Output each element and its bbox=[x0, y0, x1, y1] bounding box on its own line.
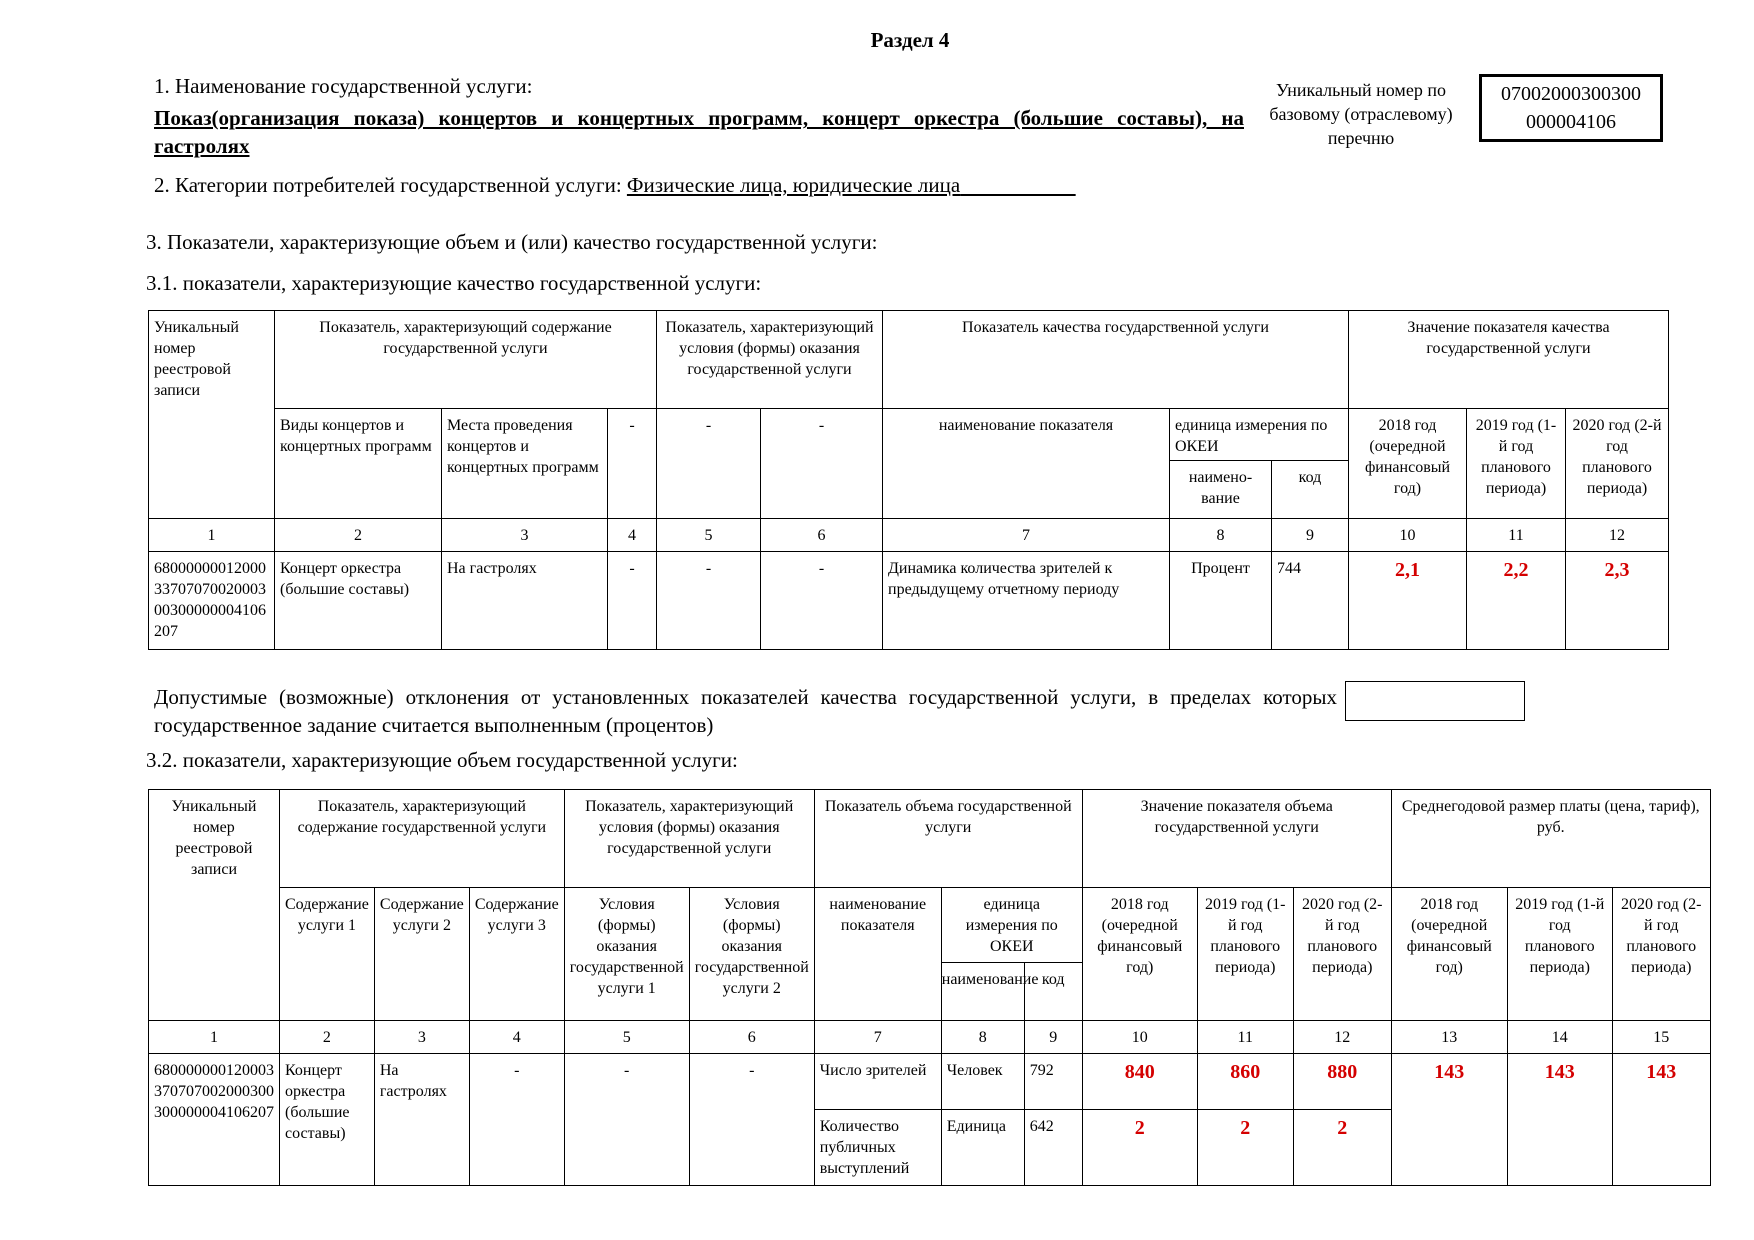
t1-cell-5: - bbox=[657, 552, 761, 650]
t1-header-content: Показатель, характеризующий содержание государственной услуги bbox=[275, 311, 657, 409]
t2-header-code: код bbox=[1041, 971, 1065, 988]
t1-header-2019: 2019 год (1-й год планового периода) bbox=[1467, 409, 1566, 519]
t1-header-unit-name: наимено-вание bbox=[1170, 461, 1272, 518]
t1-header-dash-4: - bbox=[608, 409, 657, 519]
t2-colnum: 11 bbox=[1197, 1021, 1293, 1054]
t2-fee-2020: 143 bbox=[1612, 1054, 1710, 1186]
t2-colnum: 10 bbox=[1082, 1021, 1197, 1054]
t2-value1-2018: 840 bbox=[1082, 1054, 1197, 1110]
t2-colnum: 14 bbox=[1507, 1021, 1612, 1054]
t2-header-fee: Среднегодовой размер платы (цена, тариф), руб. bbox=[1391, 790, 1710, 888]
t2-colnum: 7 bbox=[814, 1021, 941, 1054]
deviation-text: Допустимые (возможные) отклонения от установленных показателей качества государственной услуги, в пределах которых государственное задание считается выполненным (процентов) bbox=[154, 685, 1337, 737]
volume-table bbox=[148, 789, 1711, 1186]
t1-indicator: Динамика количества зрителей к предыдущему отчетному периоду bbox=[883, 552, 1170, 650]
t2-value2-2019: 2 bbox=[1197, 1110, 1293, 1186]
t2-colnum: 8 bbox=[941, 1021, 1024, 1054]
t1-header-value: Значение показателя качества государственной услуги bbox=[1349, 311, 1669, 409]
t2-header-2020: 2020 год (2-й год планового периода) bbox=[1293, 888, 1391, 1021]
t2-colnum: 2 bbox=[280, 1021, 375, 1054]
t2-header-indicator-name: наименование показателя bbox=[814, 888, 941, 1021]
quality-table bbox=[148, 310, 1669, 650]
t1-colnum: 2 bbox=[275, 519, 442, 552]
t1-header-dash-5: - bbox=[657, 409, 761, 519]
t1-concert-type: Концерт оркестра (большие составы) bbox=[275, 552, 442, 650]
t2-content1: Концерт оркестра (большие составы) bbox=[280, 1054, 375, 1186]
t1-header-code: код bbox=[1298, 469, 1322, 486]
t1-header-dash-6: - bbox=[761, 409, 883, 519]
t1-colnum: 7 bbox=[883, 519, 1170, 552]
t2-header-cond2: Условия (формы) оказания государственной услуги 2 bbox=[689, 888, 814, 1021]
t1-header-2020: 2020 год (2-й год планового периода) bbox=[1566, 409, 1669, 519]
t1-value-2020: 2,3 bbox=[1566, 552, 1669, 650]
t2-content2: На гастролях bbox=[374, 1054, 469, 1186]
t1-header-conditions: Показатель, характеризующий условия (формы) оказания государственной услуги bbox=[657, 311, 883, 409]
section31-title: 3.1. показатели, характеризующие качество государственной услуги: bbox=[146, 271, 762, 295]
t1-colnum: 3 bbox=[442, 519, 608, 552]
t1-value-2019: 2,2 bbox=[1467, 552, 1566, 650]
t1-concert-place: На гастролях bbox=[442, 552, 608, 650]
t2-colnum: 3 bbox=[374, 1021, 469, 1054]
t1-header-unit: единица измерения по ОКЕИ bbox=[1170, 409, 1348, 461]
section-title: Раздел 4 bbox=[870, 28, 950, 52]
consumer-categories-label: 2. Категории потребителей государственной услуги: bbox=[154, 173, 622, 197]
t2-indicator-2: Количество публичных выступлений bbox=[814, 1110, 941, 1186]
consumer-categories bbox=[154, 173, 1076, 198]
t2-fee-2019: 143 bbox=[1507, 1054, 1612, 1186]
t1-colnum: 1 bbox=[149, 519, 275, 552]
t2-header-cond1: Условия (формы) оказания государственной услуги 1 bbox=[564, 888, 689, 1021]
t2-value2-2018: 2 bbox=[1082, 1110, 1197, 1186]
t2-header-fee-2020: 2020 год (2-й год планового периода) bbox=[1612, 888, 1710, 1021]
unique-number-line2: 000004106 bbox=[1526, 111, 1616, 133]
t2-colnum: 15 bbox=[1612, 1021, 1710, 1054]
t1-header-indicator-name: наименование показателя bbox=[883, 409, 1170, 519]
service-name-label: 1. Наименование государственной услуги: bbox=[154, 74, 533, 98]
t1-header-2018: 2018 год (очередной финансовый год) bbox=[1349, 409, 1467, 519]
t2-header-unit: единица измерения по ОКЕИ bbox=[942, 888, 1082, 963]
t2-colnum: 9 bbox=[1024, 1021, 1082, 1054]
t2-header-volume: Показатель объема государственной услуги bbox=[814, 790, 1082, 888]
t2-header-value: Значение показателя объема государственной услуги bbox=[1082, 790, 1391, 888]
t2-header-2018: 2018 год (очередной финансовый год) bbox=[1082, 888, 1197, 1021]
t2-unique-number: 680000000120003370707002000300300000004106207 bbox=[149, 1054, 280, 1186]
section3-title: 3. Показатели, характеризующие объем и (или) качество государственной услуги: bbox=[146, 230, 878, 254]
t2-header-content: Показатель, характеризующий содержание государственной услуги bbox=[280, 790, 565, 888]
t1-value-2018: 2,1 bbox=[1349, 552, 1467, 650]
t2-code-2: 642 bbox=[1024, 1110, 1082, 1186]
t2-header-content2: Содержание услуги 2 bbox=[374, 888, 469, 1021]
t2-header-unit-name: наименование bbox=[942, 963, 1025, 1020]
t2-colnum: 4 bbox=[469, 1021, 564, 1054]
unique-number-line1: 07002000300300 bbox=[1501, 83, 1641, 105]
t1-header-types: Виды концертов и концертных программ bbox=[275, 409, 442, 519]
t2-content3: - bbox=[469, 1054, 564, 1186]
t1-cell-6: - bbox=[761, 552, 883, 650]
t2-code-1: 792 bbox=[1024, 1054, 1082, 1110]
t2-colnum: 6 bbox=[689, 1021, 814, 1054]
t2-value1-2019: 860 bbox=[1197, 1054, 1293, 1110]
t2-header-unique: Уникальный номер реестровой записи bbox=[149, 790, 280, 1021]
t2-indicator-1: Число зрителей bbox=[814, 1054, 941, 1110]
unique-number-box bbox=[1479, 74, 1663, 142]
t1-colnum: 12 bbox=[1566, 519, 1669, 552]
t2-unit-2: Единица bbox=[941, 1110, 1024, 1186]
t2-value1-2020: 880 bbox=[1293, 1054, 1391, 1110]
t1-colnum: 5 bbox=[657, 519, 761, 552]
t1-colnum: 11 bbox=[1467, 519, 1566, 552]
t2-colnum: 1 bbox=[149, 1021, 280, 1054]
t2-value2-2020: 2 bbox=[1293, 1110, 1391, 1186]
t1-header-unique: Уникальный номер реестровой записи bbox=[149, 311, 275, 519]
t2-colnum: 13 bbox=[1391, 1021, 1507, 1054]
t1-colnum: 8 bbox=[1170, 519, 1272, 552]
t2-header-2019: 2019 год (1-й год планового периода) bbox=[1197, 888, 1293, 1021]
t2-colnum: 5 bbox=[564, 1021, 689, 1054]
deviation-input[interactable] bbox=[1345, 681, 1525, 721]
t1-code: 744 bbox=[1272, 552, 1349, 650]
t1-header-quality: Показатель качества государственной услуги bbox=[883, 311, 1349, 409]
t2-fee-2018: 143 bbox=[1391, 1054, 1507, 1186]
table-row bbox=[149, 1054, 1711, 1110]
t2-colnum: 12 bbox=[1293, 1021, 1391, 1054]
service-name: Показ(организация показа) концертов и концертных программ, концерт оркестра (большие составы), на гастролях bbox=[154, 106, 1244, 158]
t2-cond2: - bbox=[689, 1054, 814, 1186]
t2-cond1: - bbox=[564, 1054, 689, 1186]
t2-unit-1: Человек bbox=[941, 1054, 1024, 1110]
t2-header-content3: Содержание услуги 3 bbox=[469, 888, 564, 1021]
t1-colnum: 10 bbox=[1349, 519, 1467, 552]
table-row bbox=[149, 552, 1669, 650]
t1-unit: Процент bbox=[1170, 552, 1272, 650]
t2-header-content1: Содержание услуги 1 bbox=[280, 888, 375, 1021]
section32-title: 3.2. показатели, характеризующие объем государственной услуги: bbox=[146, 748, 738, 772]
t1-unique-number: 680000000120003370707002000300300000004106207 bbox=[149, 552, 275, 650]
t2-header-fee-2018: 2018 год (очередной финансовый год) bbox=[1391, 888, 1507, 1021]
t1-colnum: 4 bbox=[608, 519, 657, 552]
t1-colnum: 6 bbox=[761, 519, 883, 552]
t2-header-conditions: Показатель, характеризующий условия (формы) оказания государственной услуги bbox=[564, 790, 814, 888]
t1-colnum: 9 bbox=[1272, 519, 1349, 552]
unique-number-label: Уникальный номер по базовому (отраслевому) перечню bbox=[1269, 80, 1453, 148]
t1-cell-4: - bbox=[608, 552, 657, 650]
consumer-categories-value: Физические лица, юридические лица bbox=[626, 173, 961, 197]
t1-header-places: Места проведения концертов и концертных программ bbox=[442, 409, 608, 519]
t2-header-fee-2019: 2019 год (1-й год планового периода) bbox=[1507, 888, 1612, 1021]
